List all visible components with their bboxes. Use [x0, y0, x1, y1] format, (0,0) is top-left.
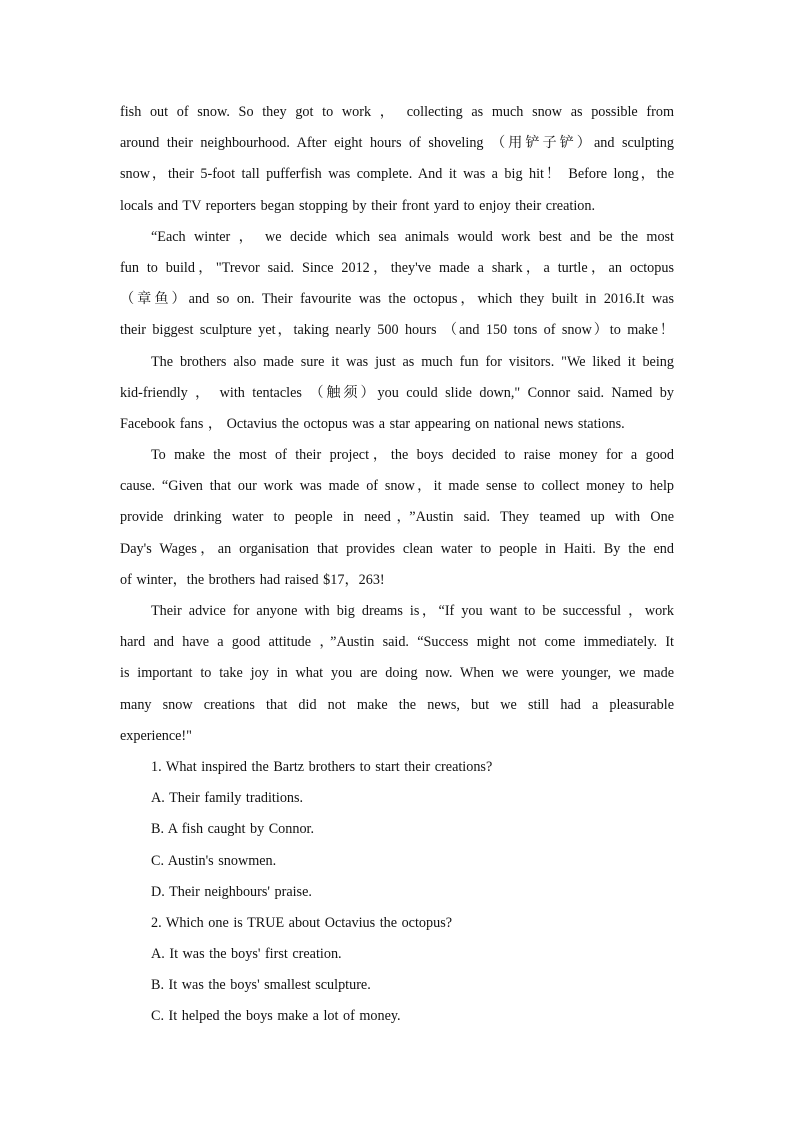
text-line: Day's Wages，an organisation that provides clean water to people in Haiti. By the end	[120, 540, 674, 557]
text-line: fish out of snow. So they got to work ， collecting as much snow as possible from	[120, 104, 674, 120]
paragraph-4	[120, 440, 674, 596]
question-2	[120, 908, 674, 1033]
answer-option: B. It was the boys' smallest sculpture.	[151, 977, 371, 994]
answer-option: A. Their family traditions.	[151, 790, 304, 807]
text-line: is important to take joy in what you are doing now. When we were younger, we made	[120, 665, 674, 682]
text-line: around their neighbourhood. After eight hours of shoveling （用铲子铲）and sculpting	[120, 135, 674, 152]
text-line: （章鱼）and so on. Their favourite was the octopus，which they built in 2016.It was	[120, 291, 674, 308]
text-line: experience!"	[120, 727, 192, 744]
paragraph-2	[120, 222, 674, 347]
answer-option: C. It helped the boys make a lot of money.	[151, 1008, 401, 1025]
question-1	[120, 752, 674, 908]
text-line: cause. “Given that our work was made of snow，it made sense to collect money to help	[120, 478, 674, 495]
text-line: many snow creations that did not make the news, but we still had a pleasurable	[120, 696, 674, 713]
text-line: The brothers also made sure it was just as much fun for visitors. "We liked it being	[151, 353, 674, 370]
text-line: To make the most of their project，the boys decided to raise money for a good	[151, 447, 674, 464]
answer-option: D. Their neighbours' praise.	[151, 883, 312, 900]
text-line: locals and TV reporters began stopping by their front yard to enjoy their creation.	[120, 197, 596, 214]
text-line: hard and have a good attitude ，”Austin said. “Success might not come immediately. It	[120, 634, 674, 651]
text-line: Facebook fans ， Octavius the octopus was a star appearing on national news stations.	[120, 415, 625, 432]
text-line: snow，their 5-foot tall pufferfish was complete. And it was a big hit！ Before long，the	[120, 166, 674, 183]
answer-option: C. Austin's snowmen.	[151, 852, 277, 869]
paragraph-3	[120, 347, 674, 441]
text-line: “Each winter ， we decide which sea animals would work best and be the most	[151, 228, 674, 245]
text-line: provide drinking water to people in need，”Austin said. They teamed up with One	[120, 509, 674, 526]
text-line: their biggest sculpture yet，taking nearly 500 hours （and 150 tons of snow）to make！	[120, 322, 674, 339]
reading-passage	[120, 97, 674, 1033]
question-stem: 2. Which one is TRUE about Octavius the octopus?	[151, 914, 453, 931]
paragraph-1	[120, 97, 674, 222]
text-line: of winter，the brothers had raised $17，263!	[120, 571, 385, 588]
answer-option: B. A fish caught by Connor.	[151, 821, 315, 838]
text-line: fun to build，"Trevor said. Since 2012，they've made a shark，a turtle，an octopus	[120, 259, 674, 276]
question-stem: 1. What inspired the Bartz brothers to start their creations?	[151, 758, 493, 775]
text-line: kid-friendly ， with tentacles （触须）you could slide down," Connor said. Named by	[120, 384, 674, 401]
answer-option: A. It was the boys' first creation.	[151, 946, 342, 963]
paragraph-5	[120, 596, 674, 752]
text-line: Their advice for anyone with big dreams is，“If you want to be successful ，work	[151, 603, 674, 619]
